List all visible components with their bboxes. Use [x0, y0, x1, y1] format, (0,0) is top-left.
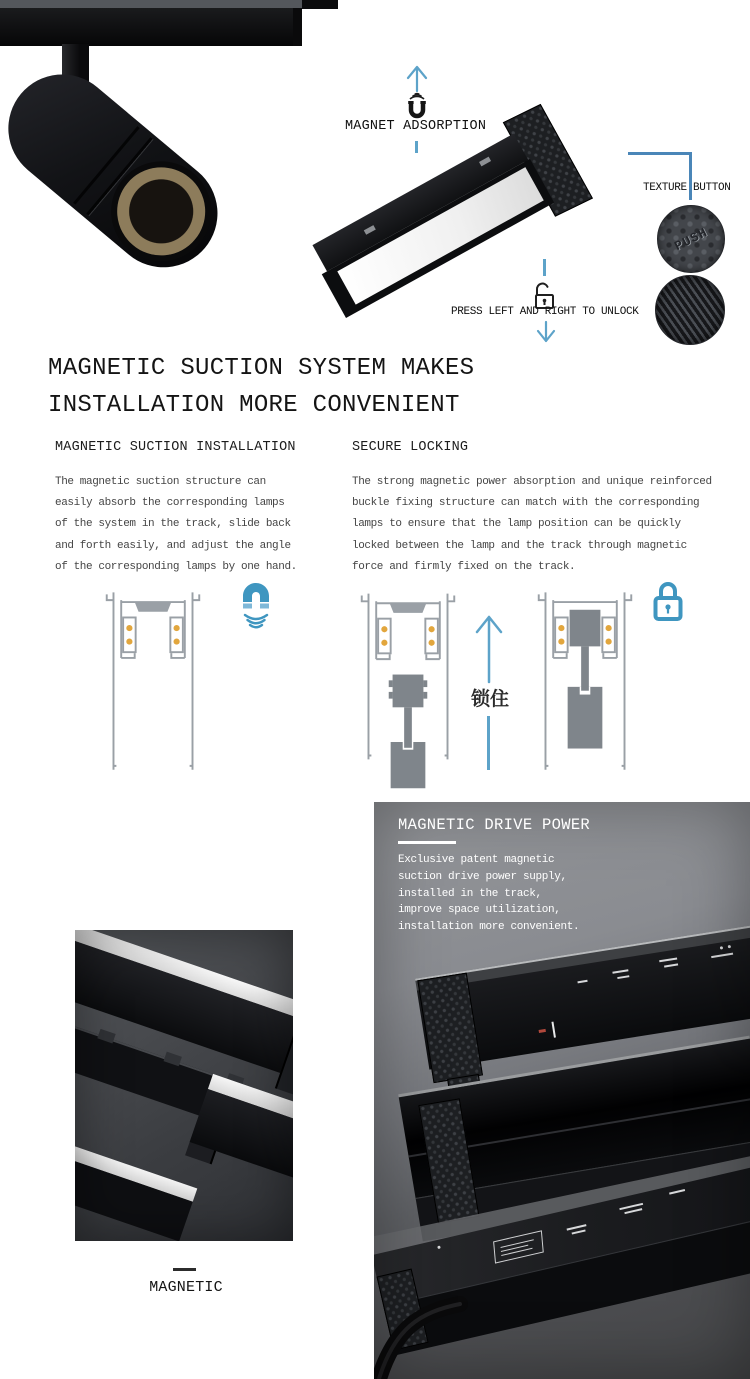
print-marks [572, 1229, 586, 1234]
spotlight-photo [0, 0, 338, 345]
warning-label [493, 1230, 544, 1263]
text-line: locked between the lamp and the track through magnetic [352, 539, 687, 552]
magnet-adsorption-icon [402, 90, 432, 120]
print-marks [659, 957, 677, 961]
track-cross-section-empty [100, 584, 206, 782]
drive-power-photo [374, 802, 750, 1379]
up-arrow-icon [404, 64, 430, 92]
print-marks [617, 975, 629, 978]
magnet-adsorption-label: MAGNET ADSORPTION [345, 119, 487, 134]
texture-connector-line [628, 152, 692, 155]
track-bar-right [302, 0, 338, 9]
print-marks [624, 1208, 642, 1214]
text-line: The strong magnetic power absorption and unique reinforced [352, 476, 712, 488]
track-cross-section-unlocked [355, 584, 461, 794]
text-line: installation more convenient. [398, 921, 580, 934]
drive-power-text [398, 816, 590, 936]
text-line: improve space utilization, [398, 904, 561, 917]
photo-vignette [75, 930, 293, 1241]
unlock-instruction-label: PRESS LEFT AND RIGHT TO UNLOCK [451, 306, 639, 318]
print-marks [612, 969, 628, 973]
magnetic-track-photo [75, 930, 293, 1241]
texture-knurl-closeup [655, 275, 725, 345]
text-line: of the corresponding lamps by one hand. [55, 560, 297, 573]
page-title-line1: MAGNETIC SUCTION SYSTEM MAKES [48, 355, 475, 382]
spotlight-body [0, 52, 240, 289]
arrow-shaft-line [487, 716, 490, 770]
text-line: of the system in the track, slide back [55, 518, 291, 531]
push-label: PUSH [671, 224, 711, 254]
print-marks [577, 980, 587, 983]
print-marks [711, 953, 733, 958]
spotlight-lens [91, 141, 232, 282]
texture-push-closeup [657, 205, 725, 273]
text-line: easily absorb the corresponding lamps [55, 497, 285, 510]
print-marks [664, 963, 678, 967]
feature-locking-title: SECURE LOCKING [352, 440, 469, 455]
texture-button-label: TEXTURE BUTTON [643, 182, 731, 194]
lock-icon [650, 578, 686, 624]
page-title-line2: INSTALLATION MORE CONVENIENT [48, 392, 460, 419]
print-marks [728, 945, 731, 948]
linear-lamp-photo [342, 108, 642, 333]
print-marks [669, 1189, 685, 1194]
text-line: installed in the track, [398, 887, 542, 900]
text-line: The magnetic suction structure can [55, 476, 266, 488]
drive-power-body [398, 852, 590, 936]
blue-dash [543, 259, 546, 276]
page-title [48, 350, 474, 424]
mount-clip [364, 225, 376, 235]
feature-install [55, 440, 297, 578]
lock-caption: 锁住 [470, 688, 509, 710]
caption-dash [173, 1268, 196, 1271]
track-cross-section-locked [532, 584, 638, 782]
status-mark [539, 1029, 546, 1033]
title-underline [398, 841, 456, 844]
text-line: force and firmly fixed on the track. [352, 560, 576, 573]
print-marks [437, 1245, 441, 1249]
mount-clip [479, 157, 491, 167]
track-bar-end [293, 8, 302, 46]
text-line: suction drive power supply, [398, 870, 567, 883]
lock-up-arrow [472, 612, 506, 684]
magnetic-caption: MAGNETIC [149, 1279, 223, 1296]
print-marks [551, 1022, 555, 1038]
track-bar [0, 8, 302, 46]
print-marks [720, 946, 723, 949]
magnet-icon [238, 580, 274, 636]
drive-power-title: MAGNETIC DRIVE POWER [398, 816, 591, 834]
feature-install-title: MAGNETIC SUCTION INSTALLATION [55, 440, 296, 455]
text-line: buckle fixing structure can match with the corresponding [352, 497, 700, 510]
blue-dash [415, 141, 418, 153]
feature-locking [352, 440, 712, 578]
feature-install-text [55, 472, 297, 578]
ceiling-strip [0, 0, 302, 8]
down-arrow-icon [534, 320, 558, 344]
text-line: Exclusive patent magnetic [398, 854, 555, 866]
text-line: lamps to ensure that the lamp position can be quickly [352, 518, 681, 531]
text-line: and forth easily, and adjust the angle [55, 539, 291, 552]
power-cable [374, 1290, 478, 1379]
feature-locking-text [352, 472, 712, 578]
